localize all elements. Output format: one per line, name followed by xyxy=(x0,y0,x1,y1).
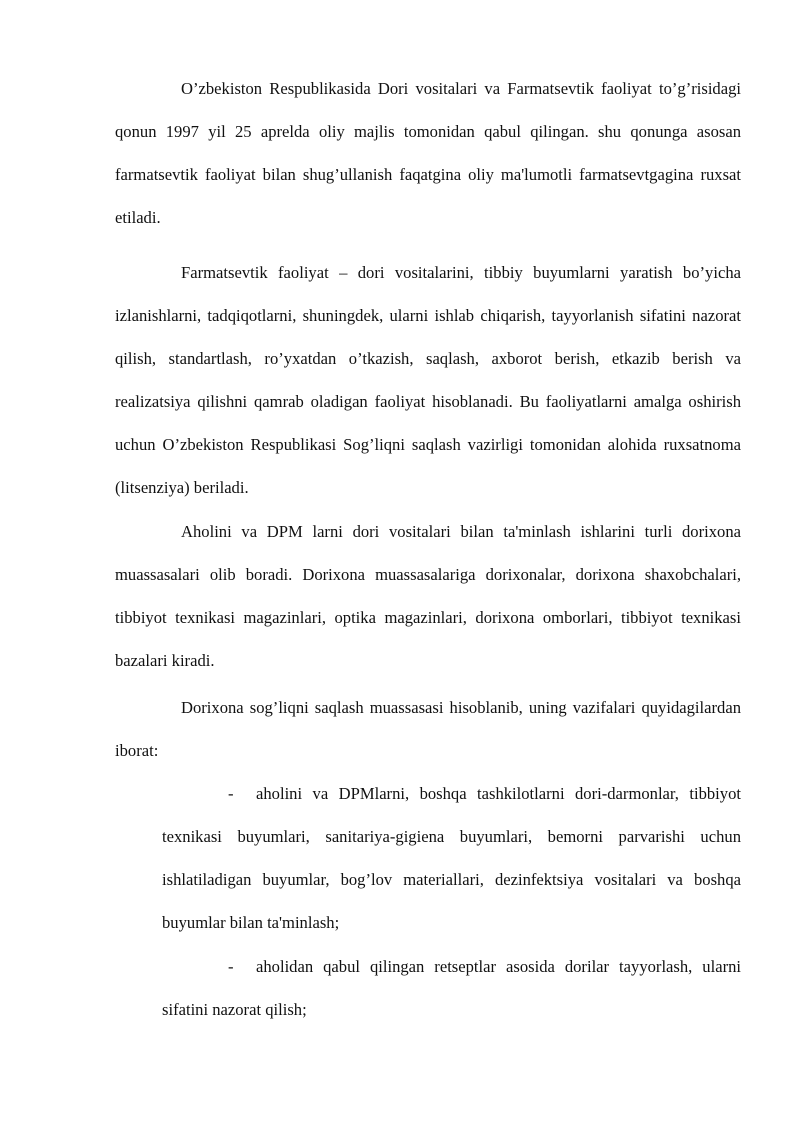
paragraph-pharmacy-law: O’zbekiston Respublikasida Dori vositalari va Farmatsevtik faoliyat to’g’risidagi qonun 1997 yil 25 aprelda oliy majlis tomonidan qabul qilingan. shu qonunga asosan farmatsevtik faoliyat bilan shug’ullanish faqatgina oliy ma'lumotli farmatsevtgagina ruxsat etiladi. xyxy=(115,79,741,227)
list-dash: - xyxy=(228,957,234,976)
list-item xyxy=(162,772,741,944)
list-item xyxy=(162,945,741,1031)
paragraph-pharmacy-institutions: Aholini va DPM larni dori vositalari bilan ta'minlash ishlarini turli dorixona muassasalari olib boradi. Dorixona muassasalariga dorixonalar, dorixona shaxobchalari, tibbiyot texnikasi magazinlari, optika magazinlari, dorixona omborlari, tibbiyot texnikasi bazalari kiradi. xyxy=(115,522,741,670)
list-item-text: aholidan qabul qilingan retseptlar asosida dorilar tayyorlash, ularni sifatini nazorat qilish; xyxy=(162,957,741,1019)
paragraph-pharmacy-tasks: Dorixona sog’liqni saqlash muassasasi hisoblanib, uning vazifalari quyidagilardan iborat: xyxy=(115,698,741,760)
list-item-text: aholini va DPMlarni, boshqa tashkilotlarni dori-darmonlar, tibbiyot texnikasi buyumlari, sanitariya-gigiena buyumlari, bemorni parvarishi uchun ishlatiladigan buyumlar, bog’lov materiallari, dezinfektsiya vositalari va boshqa buyumlar bilan ta'minlash; xyxy=(162,784,741,932)
paragraph-pharmaceutical-activity: Farmatsevtik faoliyat – dori vositalarini, tibbiy buyumlarni yaratish bo’yicha izlanishlarni, tadqiqotlarni, shuningdek, ularni ishlab chiqarish, tayyorlanish sifatini nazorat qilish, standartlash, ro’yxatdan o’tkazish, saqlash, axborot berish, etkazib berish va realizatsiya qilishni qamrab oladigan faoliyat hisoblanadi. Bu faoliyatlarni amalga oshirish uchun O’zbekiston Respublikasi Sog’liqni saqlash vazirligi tomonidan alohida ruxsatnoma (litsenziya) beriladi. xyxy=(115,263,741,497)
list-dash: - xyxy=(228,784,234,803)
